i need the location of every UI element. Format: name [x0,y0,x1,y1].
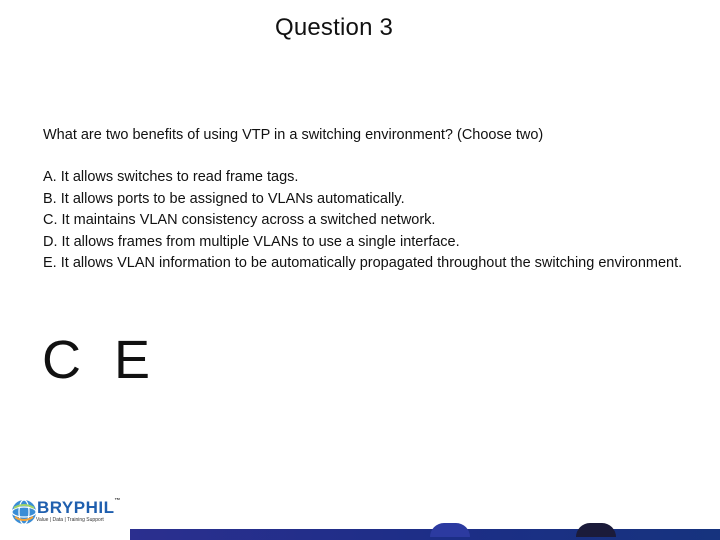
option-b: B. It allows ports to be assigned to VLANs automatically. [43,190,405,207]
footer-bar [130,529,720,540]
bryphil-logo [10,496,128,528]
question-text: What are two benefits of using VTP in a switching environment? (Choose two) [43,127,544,143]
globe-icon [10,498,38,526]
slide-title: Question 3 [274,14,394,41]
option-d: D. It allows frames from multiple VLANs to use a single interface. [43,233,460,250]
logo-brand-text: BRYPHIL [37,498,115,517]
answer-text: C E [42,330,160,390]
logo-trademark: ™ [114,498,121,504]
answer-options-list [43,167,693,275]
option-a: A. It allows switches to read frame tags. [43,169,299,185]
logo-brand [37,498,121,518]
option-e: E. It allows VLAN information to be automatically propagated throughout the switching environment. [43,255,683,272]
footer-bump [576,523,616,537]
logo-tagline: Value | Data | Training Support [36,517,104,523]
option-c: C. It maintains VLAN consistency across a switched network. [43,212,436,229]
footer-bump [430,523,470,537]
